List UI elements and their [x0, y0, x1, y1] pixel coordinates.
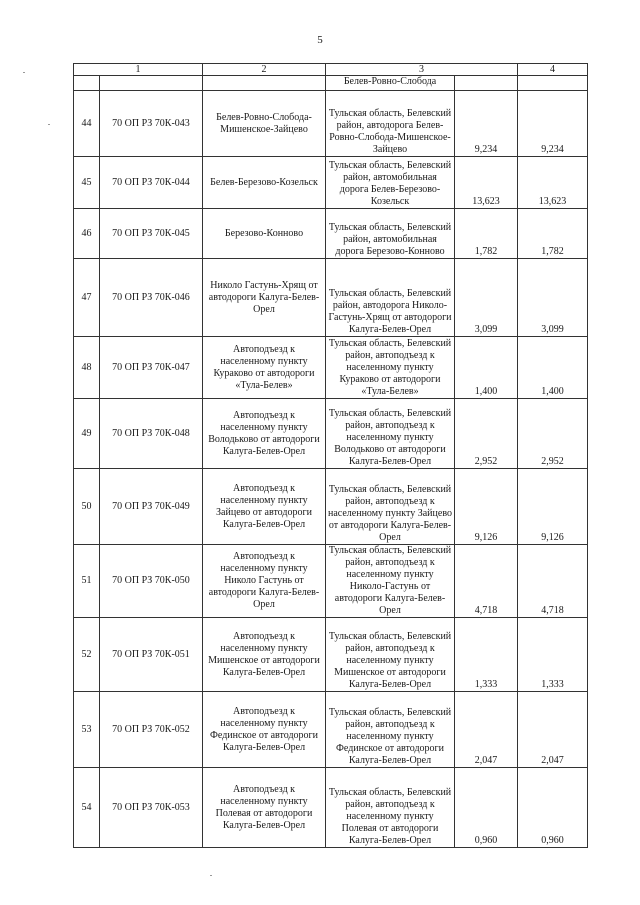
road-code: 70 ОП РЗ 70К-049: [100, 469, 203, 545]
table-row: [74, 692, 588, 768]
road-location: Тульская область, Белевский район, автоподъезд к населенному пункту Мишенское от автодороги Калуга-Белев-Орел: [326, 618, 455, 692]
row-number: 44: [74, 91, 100, 157]
road-length: 1,333: [455, 618, 518, 692]
road-location: Тульская область, Белевский район, автоподъезд к населенному пункту Зайцево от автодороги Калуга-Белев-Орел: [326, 469, 455, 545]
road-location: Тульская область, Белевский район, автоподъезд к населенному пункту Полевая от автодороги Калуга-Белев-Орел: [326, 768, 455, 848]
table-row: [74, 618, 588, 692]
road-code: 70 ОП РЗ 70К-043: [100, 91, 203, 157]
road-length: 2,952: [455, 399, 518, 469]
road-length: 13,623: [455, 157, 518, 209]
road-length-total: 0,960: [518, 768, 588, 848]
road-length-total: 4,718: [518, 545, 588, 618]
header-col-2: 2: [203, 64, 326, 76]
road-name: Белев-Ровно-Слобода-Мишенское-Зайцево: [203, 91, 326, 157]
scan-speck: [48, 124, 50, 125]
table-row: [74, 337, 588, 399]
table-row: [74, 259, 588, 337]
table-row: [74, 209, 588, 259]
header-col-3: 3: [326, 64, 518, 76]
road-length: 4,718: [455, 545, 518, 618]
road-length-total: 9,234: [518, 91, 588, 157]
road-name: Автоподъезд к населенному пункту Володьково от автодороги Калуга-Белев-Орел: [203, 399, 326, 469]
road-length-total: 13,623: [518, 157, 588, 209]
road-code: 70 ОП РЗ 70К-053: [100, 768, 203, 848]
road-code: 70 ОП РЗ 70К-052: [100, 692, 203, 768]
road-code: 70 ОП РЗ 70К-045: [100, 209, 203, 259]
road-name: Автоподъезд к населенному пункту Зайцево от автодороги Калуга-Белев-Орел: [203, 469, 326, 545]
road-location: Тульская область, Белевский район, автодорога Белев-Ровно-Слобода-Мишенское-Зайцево: [326, 91, 455, 157]
road-code: 70 ОП РЗ 70К-050: [100, 545, 203, 618]
road-location: Тульская область, Белевский район, автомобильная дорога Березово-Конново: [326, 209, 455, 259]
road-length-total: 1,782: [518, 209, 588, 259]
road-name: Автоподъезд к населенному пункту Полевая от автодороги Калуга-Белев-Орел: [203, 768, 326, 848]
road-location: Тульская область, Белевский район, автоподъезд к населенному пункту Фединское от автодороги Калуга-Белев-Орел: [326, 692, 455, 768]
road-length: 9,234: [455, 91, 518, 157]
road-length: 0,960: [455, 768, 518, 848]
road-length: 2,047: [455, 692, 518, 768]
road-length-total: 3,099: [518, 259, 588, 337]
row-number: 49: [74, 399, 100, 469]
row-number: 45: [74, 157, 100, 209]
table-row: [74, 545, 588, 618]
continuation-location: Белев-Ровно-Слобода: [326, 76, 455, 91]
road-length: 1,782: [455, 209, 518, 259]
road-name: Николо Гастунь-Хрящ от автодороги Калуга-Белев-Орел: [203, 259, 326, 337]
table-row: [74, 91, 588, 157]
row-number: 50: [74, 469, 100, 545]
road-name: Белев-Березово-Козельск: [203, 157, 326, 209]
road-code: 70 ОП РЗ 70К-048: [100, 399, 203, 469]
row-number: 54: [74, 768, 100, 848]
road-length: 1,400: [455, 337, 518, 399]
road-length-total: 2,952: [518, 399, 588, 469]
road-location: Тульская область, Белевский район, автоподъезд к населенному пункту Кураково от автодороги «Тула-Белев»: [326, 337, 455, 399]
row-number: 46: [74, 209, 100, 259]
row-number: 53: [74, 692, 100, 768]
road-code: 70 ОП РЗ 70К-046: [100, 259, 203, 337]
road-length-total: 1,400: [518, 337, 588, 399]
scan-speck: [23, 72, 25, 73]
road-code: 70 ОП РЗ 70К-047: [100, 337, 203, 399]
road-name: Автоподъезд к населенному пункту Кураково от автодороги «Тула-Белев»: [203, 337, 326, 399]
row-number: 48: [74, 337, 100, 399]
road-location: Тульская область, Белевский район, автодорога Николо-Гастунь-Хрящ от автодороги Калуга-Белев-Орел: [326, 259, 455, 337]
road-length-total: 1,333: [518, 618, 588, 692]
road-name: Березово-Конново: [203, 209, 326, 259]
road-location: Тульская область, Белевский район, автоподъезд к населенному пункту Володьково от автодороги Калуга-Белев-Орел: [326, 399, 455, 469]
table-row: [74, 768, 588, 848]
roads-registry-table: [73, 63, 588, 848]
road-length-total: 9,126: [518, 469, 588, 545]
row-number: 51: [74, 545, 100, 618]
road-length: 3,099: [455, 259, 518, 337]
header-col-1: 1: [74, 64, 203, 76]
table-row: [74, 157, 588, 209]
road-name: Автоподъезд к населенному пункту Мишенское от автодороги Калуга-Белев-Орел: [203, 618, 326, 692]
road-name: Автоподъезд к населенному пункту Николо Гастунь от автодороги Калуга-Белев-Орел: [203, 545, 326, 618]
table-row: [74, 469, 588, 545]
scan-speck: [210, 875, 212, 876]
continuation-row: [74, 76, 588, 91]
road-length-total: 2,047: [518, 692, 588, 768]
table-row: [74, 399, 588, 469]
road-location: Тульская область, Белевский район, автоподъезд к населенному пункту Николо-Гастунь от автодороги Калуга-Белев-Орел: [326, 545, 455, 618]
road-location: Тульская область, Белевский район, автомобильная дорога Белев-Березово-Козельск: [326, 157, 455, 209]
road-code: 70 ОП РЗ 70К-051: [100, 618, 203, 692]
road-name: Автоподъезд к населенному пункту Фединское от автодороги Калуга-Белев-Орел: [203, 692, 326, 768]
row-number: 47: [74, 259, 100, 337]
row-number: 52: [74, 618, 100, 692]
road-length: 9,126: [455, 469, 518, 545]
page-number: 5: [317, 34, 323, 46]
header-row: [74, 64, 588, 76]
header-col-4: 4: [518, 64, 588, 76]
road-code: 70 ОП РЗ 70К-044: [100, 157, 203, 209]
